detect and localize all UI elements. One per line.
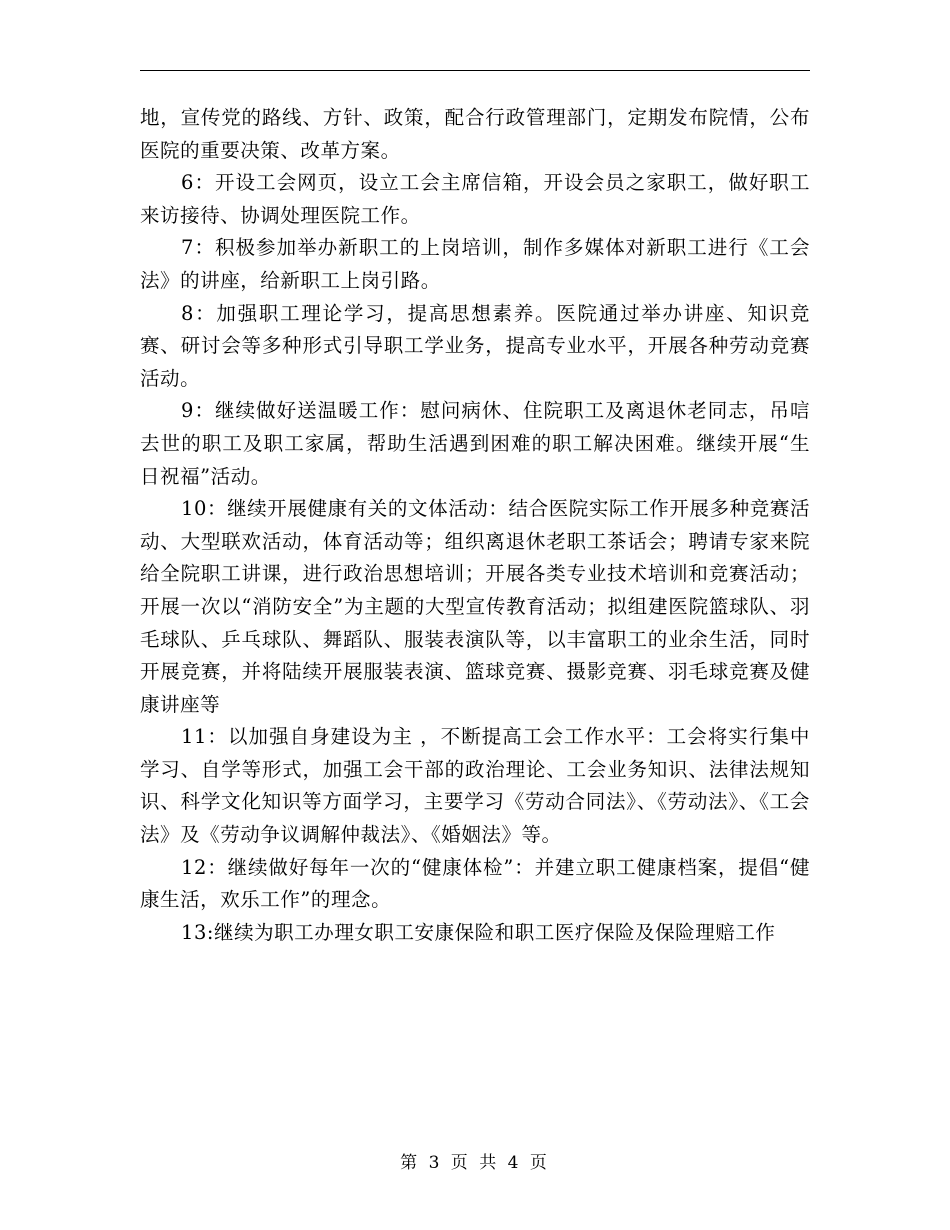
- paragraph-item-7: 7：积极参加举办新职工的上岗培训，制作多媒体对新职工进行《工会法》的讲座，给新职工上岗引路。: [140, 236, 810, 292]
- page-number-footer: 第 3 页 共 4 页: [400, 1153, 550, 1173]
- paragraph-item-8: 8：加强职工理论学习，提高思想素养。医院通过举办讲座、知识竞赛、研讨会等多种形式引导职工学业务，提高专业水平，开展各种劳动竞赛活动。: [140, 301, 810, 390]
- document-body: [140, 102, 810, 949]
- paragraph-continuation: 地，宣传党的路线、方针、政策，配合行政管理部门，定期发布院情，公布医院的重要决策、改革方案。: [140, 106, 810, 162]
- paragraph-item-12: 12：继续做好每年一次的“健康体检”：并建立职工健康档案，提倡“健康生活，欢乐工作”的理念。: [140, 855, 810, 912]
- paragraph-item-11: 11：以加强自身建设为主 ，不断提高工会工作水平：工会将实行集中学习、自学等形式，加强工会干部的政治理论、工会业务知识、法律法规知识、科学文化知识等方面学习，主要学习《劳动合同法》、《劳动法》、《工会法》及《劳动争议调解仲裁法》、《婚姻法》等。: [140, 725, 810, 847]
- paragraph-item-13: 13:继续为职工办理女职工安康保险和职工医疗保险及保险理赔工作: [181, 920, 776, 944]
- header-rule: [140, 70, 810, 71]
- paragraph-item-9: 9：继续做好送温暖工作：慰问病休、住院职工及离退休老同志，吊唁去世的职工及职工家属，帮助生活遇到困难的职工解决困难。继续开展“生日祝福”活动。: [140, 399, 810, 488]
- paragraph-item-6: 6：开设工会网页，设立工会主席信箱，开设会员之家职工，做好职工来访接待、协调处理医院工作。: [140, 171, 810, 227]
- paragraph-item-10: 10：继续开展健康有关的文体活动：结合医院实际工作开展多种竞赛活动、大型联欢活动，体育活动等；组织离退休老职工茶话会；聘请专家来院给全院职工讲课，进行政治思想培训；开展各类专业技术培训和竞赛活动；开展一次以“消防安全”为主题的大型宣传教育活动；拟组建医院篮球队、羽毛球队、乒乓球队、舞蹈队、服装表演队等，以丰富职工的业余生活，同时开展竞赛，并将陆续开展服装表演、篮球竞赛、摄影竞赛、羽毛球竞赛及健康讲座等: [140, 497, 810, 716]
